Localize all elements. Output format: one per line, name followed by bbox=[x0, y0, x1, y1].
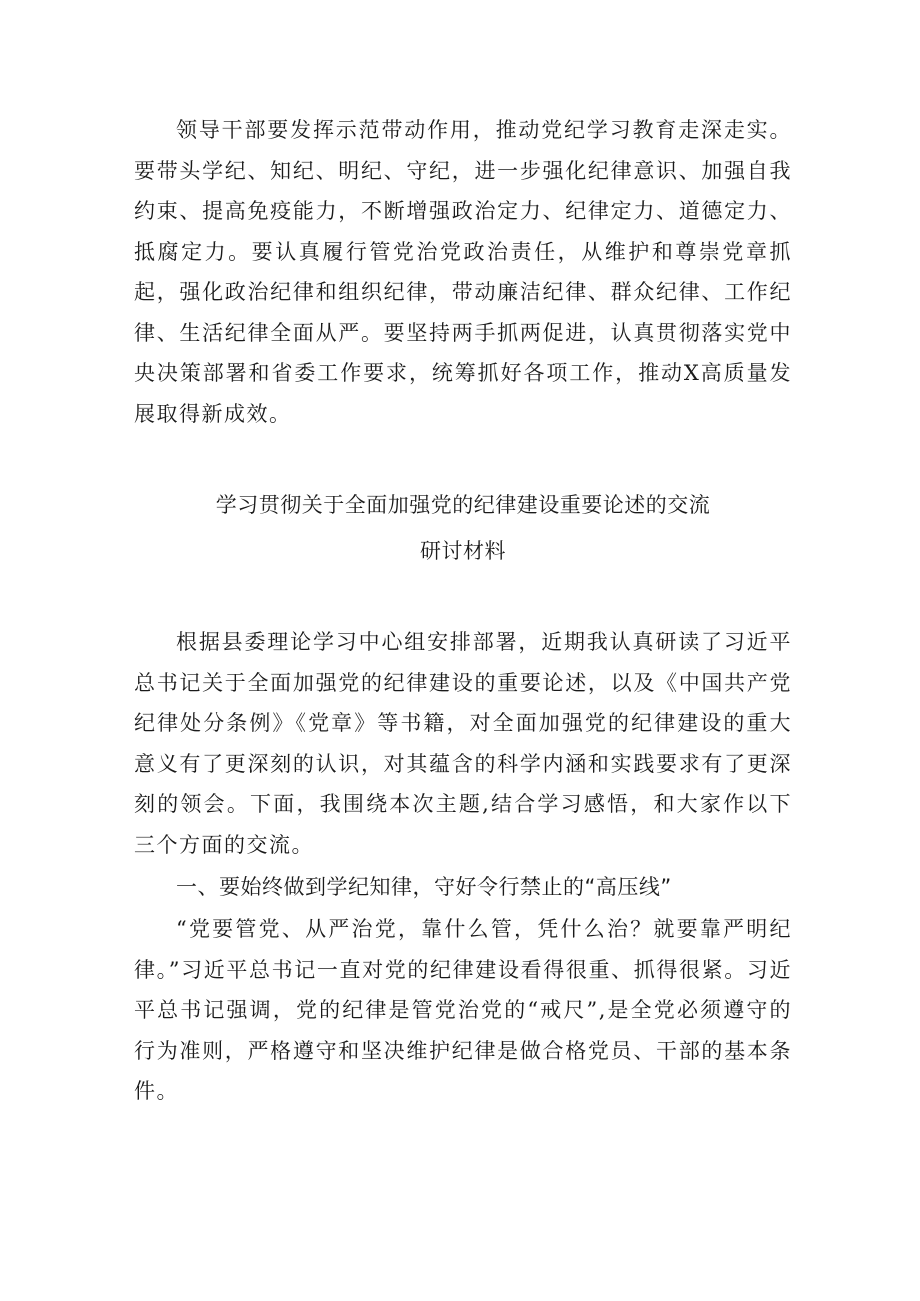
document-title-line-2: 研讨材料 bbox=[420, 539, 506, 563]
spacer bbox=[134, 434, 792, 482]
document-title bbox=[134, 482, 792, 574]
body-paragraph-2: “党要管党、从严治党，靠什么管，凭什么治？就要靠严明纪律。”习近平总书记一直对党的纪律建设看得很重、抓得很紧。习近平总书记强调，党的纪律是管党治党的“戒尺”,是全党必须遵守的行为准则，严格遵守和坚决维护纪律是做合格党员、干部的基本条件。 bbox=[134, 917, 792, 1103]
document-title-line-1: 学习贯彻关于全面加强党的纪律建设重要论述的交流 bbox=[215, 493, 711, 517]
document-content bbox=[134, 110, 792, 1112]
section-heading-1: 一、要始终做到学纪知律，守好令行禁止的“高压线” bbox=[176, 875, 672, 899]
body-paragraph-1: 根据县委理论学习中心组安排部署，近期我认真研读了习近平总书记关于全面加强党的纪律建设的重要论述，以及《中国共产党纪律处分条例》《党章》等书籍，对全面加强党的纪律建设的重大意义有了更深刻的认识，对其蕴含的科学内涵和实践要求有了更深刻的领会。下面，我围绕本次主题,结合学习感悟，和大家作以下三个方面的交流。 bbox=[134, 630, 792, 857]
intro-paragraph: 领导干部要发挥示范带动作用，推动党纪学习教育走深走实。要带头学纪、知纪、明纪、守纪，进一步强化纪律意识、加强自我约束、提高免疫能力，不断增强政治定力、纪律定力、道德定力、抵腐定力。要认真履行管党治党政治责任，从维护和尊崇党章抓起，强化政治纪律和组织纪律，带动廉洁纪律、群众纪律、工作纪律、生活纪律全面从严。要坚持两手抓两促进，认真贯彻落实党中央决策部署和省委工作要求，统筹抓好各项工作，推动X高质量发展取得新成效。 bbox=[134, 118, 792, 426]
spacer bbox=[134, 574, 792, 622]
